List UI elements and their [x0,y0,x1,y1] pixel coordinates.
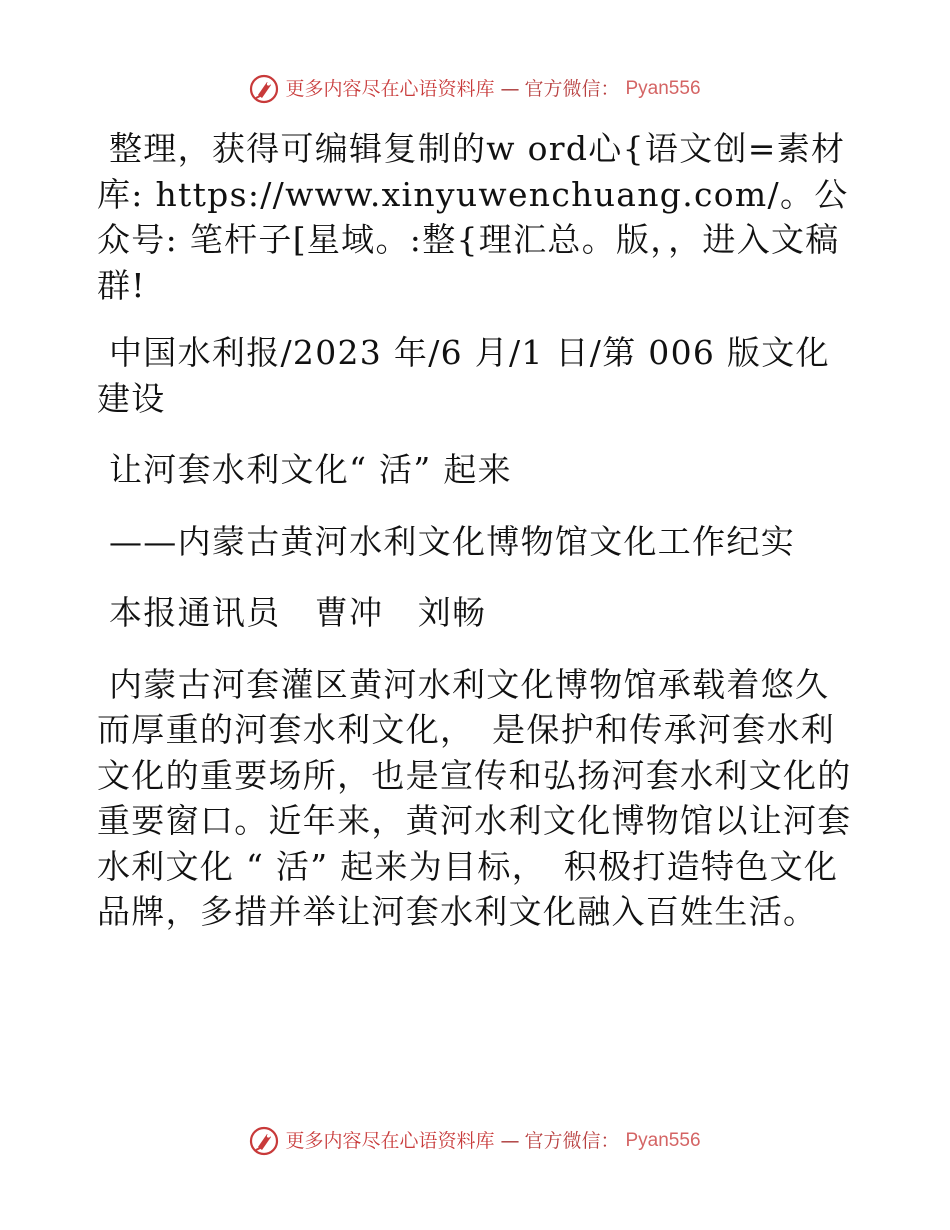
watermark-footer [0,1126,950,1156]
source-line: 中国水利报/2023 年/6 月/1 日/第 006 版文化建设 [97,333,830,418]
watermark-label: 官方微信： [524,78,620,100]
intro-paragraph: 整理，获得可编辑复制的w ord心{语文创=素材库: https://www.xinyuwenchuang.com/。公众号: 笔杆子[星域。:整{理汇总。版，，进入文稿群! [97,129,849,305]
watermark-id: Pyan556 [625,1130,701,1151]
watermark-label: 官方微信： [524,1130,620,1152]
pen-nib-icon [249,74,279,104]
watermark-header [0,74,950,104]
watermark-id: Pyan556 [625,78,701,99]
article-subtitle: ——内蒙古黄河水利文化博物馆文化工作纪实 [109,521,795,561]
watermark-dash: — [500,1130,519,1152]
watermark-text: 更多内容尽在心语资料库 [285,1130,495,1152]
watermark-dash: — [500,78,519,100]
pen-nib-icon [249,1126,279,1156]
document-body [97,126,857,935]
byline: 本报通讯员 曹冲 刘畅 [109,593,487,632]
watermark-text: 更多内容尽在心语资料库 [285,78,495,100]
body-paragraph: 内蒙古河套灌区黄河水利文化博物馆承载着悠久而厚重的河套水利文化， 是保护和传承河套水利文化的重要场所，也是宣传和弘扬河套水利文化的重要窗口。近年来，黄河水利文化博物馆以让河套水利文化 “ 活” 起来为目标， 积极打造特色文化品牌，多措并举让河套水利文化融入百姓生活。 [97,664,852,931]
article-title: 让河套水利文化“ 活” 起来 [109,450,512,489]
